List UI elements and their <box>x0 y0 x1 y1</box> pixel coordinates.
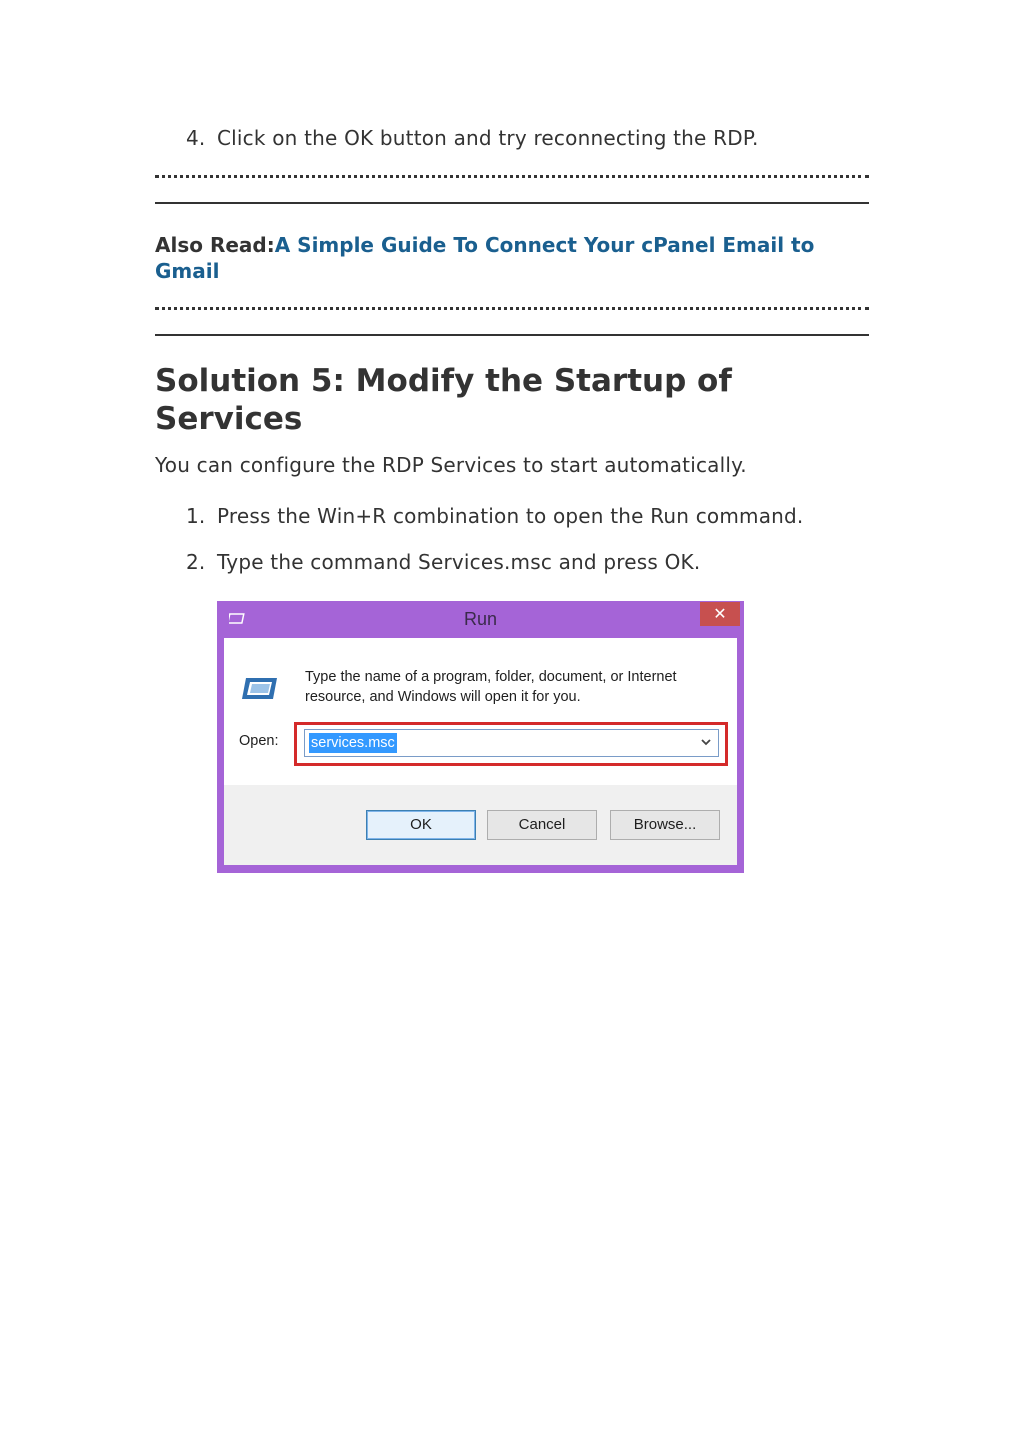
close-icon[interactable]: ✕ <box>700 602 740 626</box>
run-dialog-screenshot <box>217 601 744 873</box>
ok-button[interactable]: OK <box>366 810 476 840</box>
list-text: Type the command Services.msc and press OK. <box>217 550 701 574</box>
list-number: 2. <box>186 550 206 574</box>
dotted-divider <box>155 175 869 178</box>
cancel-button[interactable]: Cancel <box>487 810 597 840</box>
also-read-label: Also Read: <box>155 233 275 257</box>
also-read-link[interactable]: A Simple Guide To Connect Your cPanel Email to Gmail <box>155 233 815 283</box>
chevron-down-icon[interactable] <box>699 735 713 749</box>
run-program-icon <box>240 675 278 701</box>
run-footer <box>224 785 737 865</box>
list-number: 1. <box>186 504 206 528</box>
list-text: Press the Win+R combination to open the Run command. <box>217 504 804 528</box>
run-body <box>224 638 737 865</box>
open-combobox-value: services.msc <box>311 735 395 751</box>
dotted-divider <box>155 307 869 310</box>
list-number: 4. <box>186 126 206 150</box>
also-read <box>155 232 869 284</box>
section-intro: You can configure the RDP Services to start automatically. <box>155 453 747 477</box>
solid-divider <box>155 334 869 336</box>
open-combobox[interactable] <box>304 729 719 757</box>
browse-button[interactable]: Browse... <box>610 810 720 840</box>
section-title: Solution 5: Modify the Startup of Services <box>155 363 732 437</box>
run-message: Type the name of a program, folder, document, or Internet resource, and Windows will open it for you. <box>305 669 677 705</box>
open-label: Open: <box>239 733 279 749</box>
run-title: Run <box>463 609 498 629</box>
list-text: Click on the OK button and try reconnecting the RDP. <box>217 126 759 150</box>
solid-divider <box>155 202 869 204</box>
